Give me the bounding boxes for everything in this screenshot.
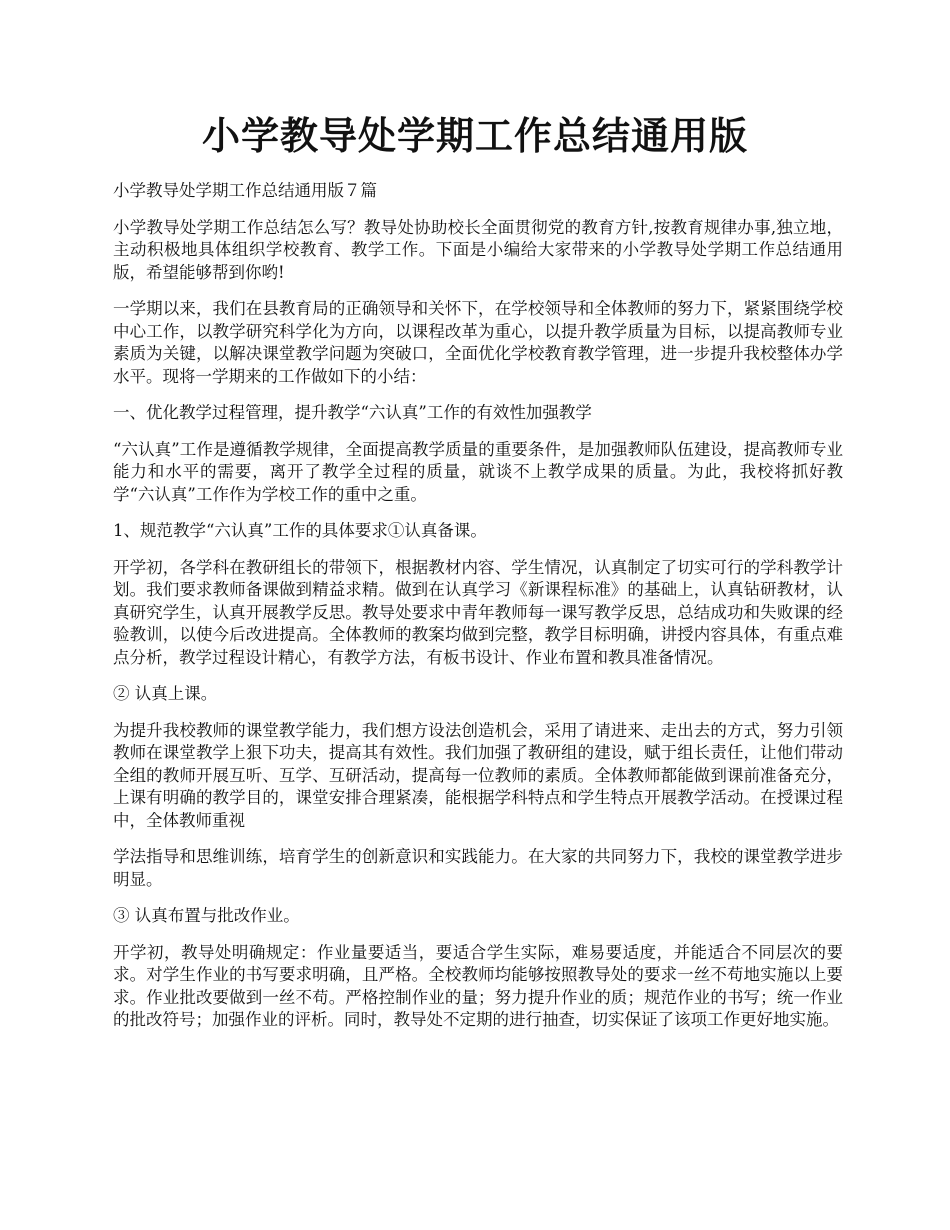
body-paragraph: “六认真”工作是遵循教学规律，全面提高教学质量的重要条件，是加强教师队伍建设，提高教师专业能力和水平的需要，离开了教学全过程的质量，就谈不上教学成果的质量。为此，我校将抓好教学“六认真”工作作为学校工作的重中之重。: [113, 439, 843, 504]
intro-paragraph: 小学教导处学期工作总结怎么写？教导处协助校长全面贯彻党的教育方针,按教育规律办事,独立地，主动积极地具体组织学校教育、教学工作。下面是小编给大家带来的小学教导处学期工作总结通用版，希望能够帮到你哟!: [113, 217, 843, 282]
subsection-heading-1: 1、规范教学“六认真”工作的具体要求①认真备课。: [113, 521, 487, 540]
body-paragraph: 学法指导和思维训练，培育学生的创新意识和实践能力。在大家的共同努力下，我校的课堂教学进步明显。: [113, 847, 843, 889]
body-paragraph: 开学初，教导处明确规定：作业量要适当，要适合学生实际，难易要适度，并能适合不同层次的要求。对学生作业的书写要求明确，且严格。全校教师均能够按照教导处的要求一丝不苟地实施以上要求。作业批改要做到一丝不苟。严格控制作业的量；努力提升作业的质；规范作业的书写；统一作业的批改符号；加强作业的评析。同时，教导处不定期的进行抽查，切实保证了该项工作更好地实施。: [113, 942, 843, 1029]
overview-paragraph: 一学期以来，我们在县教育局的正确领导和关怀下，在学校领导和全体教师的努力下，紧紧围绕学校中心工作，以教学研究科学化为方向，以课程改革为重心，以提升教学质量为目标，以提高教师专业素质为关键，以解决课堂教学问题为突破口，全面优化学校教育教学管理，进一步提升我校整体办学水平。现将一学期来的工作做如下的小结：: [113, 299, 843, 386]
subsection-heading-2: ② 认真上课。: [113, 684, 218, 703]
document-body: [113, 180, 843, 1046]
body-paragraph: 开学初，各学科在教研组长的带领下，根据教材内容、学生情况，认真制定了切实可行的学科教学计划。我们要求教师备课做到精益求精。做到在认真学习《新课程标准》的基础上，认真钻研教材，认真研究学生，认真开展教学反思。教导处要求中青年教师每一课写教学反思，总结成功和失败课的经验教训，以使今后改进提高。全体教师的教案均做到完整，教学目标明确，讲授内容具体，有重点难点分析，教学过程设计精心，有教学方法，有板书设计、作业布置和教具准备情况。: [113, 557, 843, 667]
body-paragraph: 为提升我校教师的课堂教学能力，我们想方设法创造机会，采用了请进来、走出去的方式，努力引领教师在课堂教学上狠下功夫，提高其有效性。我们加强了教研组的建设，赋于组长责任，让他们带动全组的教师开展互听、互学、互研活动，提高每一位教师的素质。全体教师都能做到课前准备充分，上课有明确的教学目的，课堂安排合理紧凑，能根据学科特点和学生特点开展教学活动。在授课过程中，全体教师重视: [113, 720, 843, 830]
subtitle-paragraph: 小学教导处学期工作总结通用版７篇: [113, 181, 377, 200]
document-title: 小学教导处学期工作总结通用版: [201, 113, 748, 158]
section-heading-1: 一、优化教学过程管理，提升教学“六认真”工作的有效性加强教学: [113, 403, 592, 422]
subsection-heading-3: ③ 认真布置与批改作业。: [113, 906, 300, 925]
